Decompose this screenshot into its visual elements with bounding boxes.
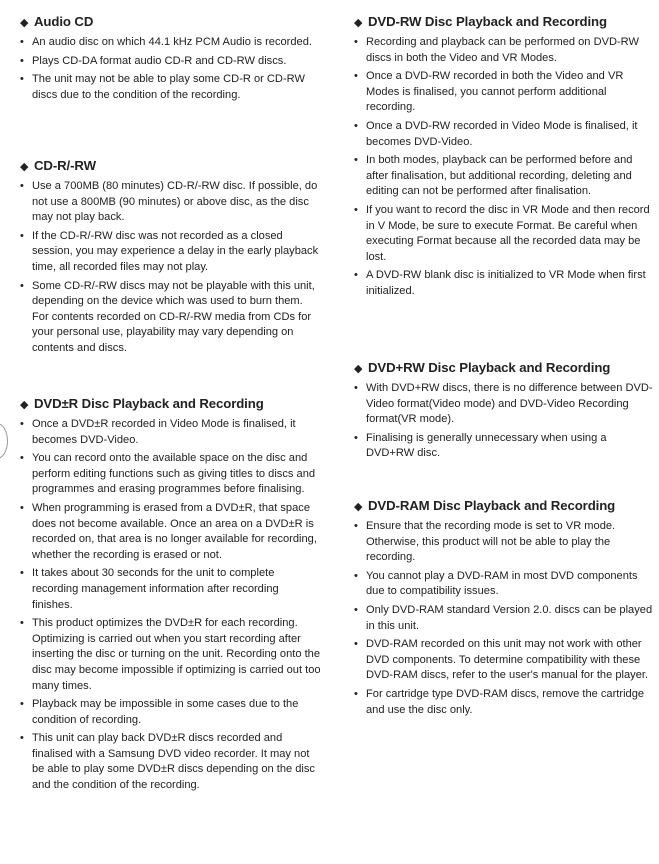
list-item: • You cannot play a DVD-RAM in most DVD components due to compatibility issues. [354, 569, 654, 600]
section-audio-cd [20, 14, 322, 106]
section-heading: ◆ Audio CD [20, 14, 94, 29]
list-item: • Recording and playback can be performed on DVD-RW discs in both the Video and VR Modes. [354, 35, 654, 66]
list-item: • Plays CD-DA format audio CD-R and CD-RW discs. [20, 54, 322, 70]
section-cd-r-rw [20, 158, 322, 360]
diamond-icon: ◆ [354, 17, 363, 29]
list-item: • An audio disc on which 44.1 kHz PCM Audio is recorded. [20, 35, 322, 51]
list-item: • Once a DVD-RW recorded in both the Video and VR Modes is finalised, you cannot perform additional recording. [354, 69, 654, 116]
section-heading: ◆ CD-R/-RW [20, 158, 96, 173]
list-item: • Playback may be impossible in some cases due to the condition of recording. [20, 697, 322, 728]
list-item: • If the CD-R/-RW disc was not recorded as a closed session, you may experience a delay in the early playback time, all recorded files may not play. [20, 229, 322, 276]
bullet-list [354, 519, 654, 718]
section-dvd-rw [354, 14, 654, 303]
section-heading: ◆ DVD-RW Disc Playback and Recording [354, 14, 607, 29]
bullet-list [354, 381, 654, 462]
list-item: • For cartridge type DVD-RAM discs, remove the cartridge and use the disc only. [354, 687, 654, 718]
bullet-list [20, 179, 322, 357]
section-heading: ◆ DVD+RW Disc Playback and Recording [354, 360, 611, 375]
list-item: • When programming is erased from a DVD±R, that space does not become available. Once an area on a DVD±R is recorded on, that area is no longer available for recording, whether the recording is erased or not. [20, 501, 322, 563]
bullet-list [354, 35, 654, 300]
section-dvd-plus-rw [354, 360, 654, 465]
list-item: • DVD-RAM recorded on this unit may not work with other DVD components. To determine compatibility with these DVD-RAM discs, refer to the user's manual for the player. [354, 637, 654, 684]
diamond-icon: ◆ [20, 399, 29, 411]
list-item: • In both modes, playback can be performed before and after finalisation, but additional recording, deleting and editing can not be performed after finalisation. [354, 153, 654, 200]
list-item: • This product optimizes the DVD±R for each recording. Optimizing is carried out when you start recording after inserting the disc or turning on the unit. Recording onto the disc may become impossible if optimizing is carried out too many times. [20, 616, 322, 694]
diamond-icon: ◆ [20, 17, 29, 29]
list-item: • This unit can play back DVD±R discs recorded and finalised with a Samsung DVD video recorder. It may not be able to play some DVD±R discs depending on the disc and the condition of the recording. [20, 731, 322, 793]
list-item: • It takes about 30 seconds for the unit to complete recording management information after recording finishes. [20, 566, 322, 613]
section-dvd-ram [354, 498, 654, 721]
diamond-icon: ◆ [354, 501, 363, 513]
bullet-list [20, 417, 322, 794]
diamond-icon: ◆ [354, 363, 363, 375]
section-dvd-r [20, 396, 322, 797]
bullet-list [20, 35, 322, 103]
list-item: • Use a 700MB (80 minutes) CD-R/-RW disc. If possible, do not use a 800MB (90 minutes) or above disc, as the disc may not play back. [20, 179, 322, 226]
page-tab-marker [0, 423, 8, 459]
section-heading: ◆ DVD-RAM Disc Playback and Recording [354, 498, 616, 513]
section-heading: ◆ DVD±R Disc Playback and Recording [20, 396, 264, 411]
list-item: • Ensure that the recording mode is set to VR mode. Otherwise, this product will not be able to play the recording. [354, 519, 654, 566]
list-item: • You can record onto the available space on the disc and perform editing functions such as giving titles to discs and programmes and erasing programmes before finalising. [20, 451, 322, 498]
list-item: • With DVD+RW discs, there is no difference between DVD-Video format(Video mode) and DVD-Video Recording format(VR mode). [354, 381, 654, 428]
list-item: • If you want to record the disc in VR Mode and then record in V Mode, be sure to execute Format. Be careful when executing Format because all the recorded data may be lost. [354, 203, 654, 265]
list-item: • Once a DVD±R recorded in Video Mode is finalised, it becomes DVD-Video. [20, 417, 322, 448]
list-item: • Only DVD-RAM standard Version 2.0. discs can be played in this unit. [354, 603, 654, 634]
list-item: • Finalising is generally unnecessary when using a DVD+RW disc. [354, 431, 654, 462]
list-item: • Once a DVD-RW recorded in Video Mode is finalised, it becomes DVD-Video. [354, 119, 654, 150]
list-item: • The unit may not be able to play some CD-R or CD-RW discs due to the condition of the recording. [20, 72, 322, 103]
diamond-icon: ◆ [20, 161, 29, 173]
list-item: • Some CD-R/-RW discs may not be playable with this unit, depending on the device which was used to burn them. For contents recorded on CD-R/-RW media from CDs for your personal use, playability may vary depending on contents and discs. [20, 279, 322, 357]
list-item: • A DVD-RW blank disc is initialized to VR Mode when first initialized. [354, 268, 654, 299]
